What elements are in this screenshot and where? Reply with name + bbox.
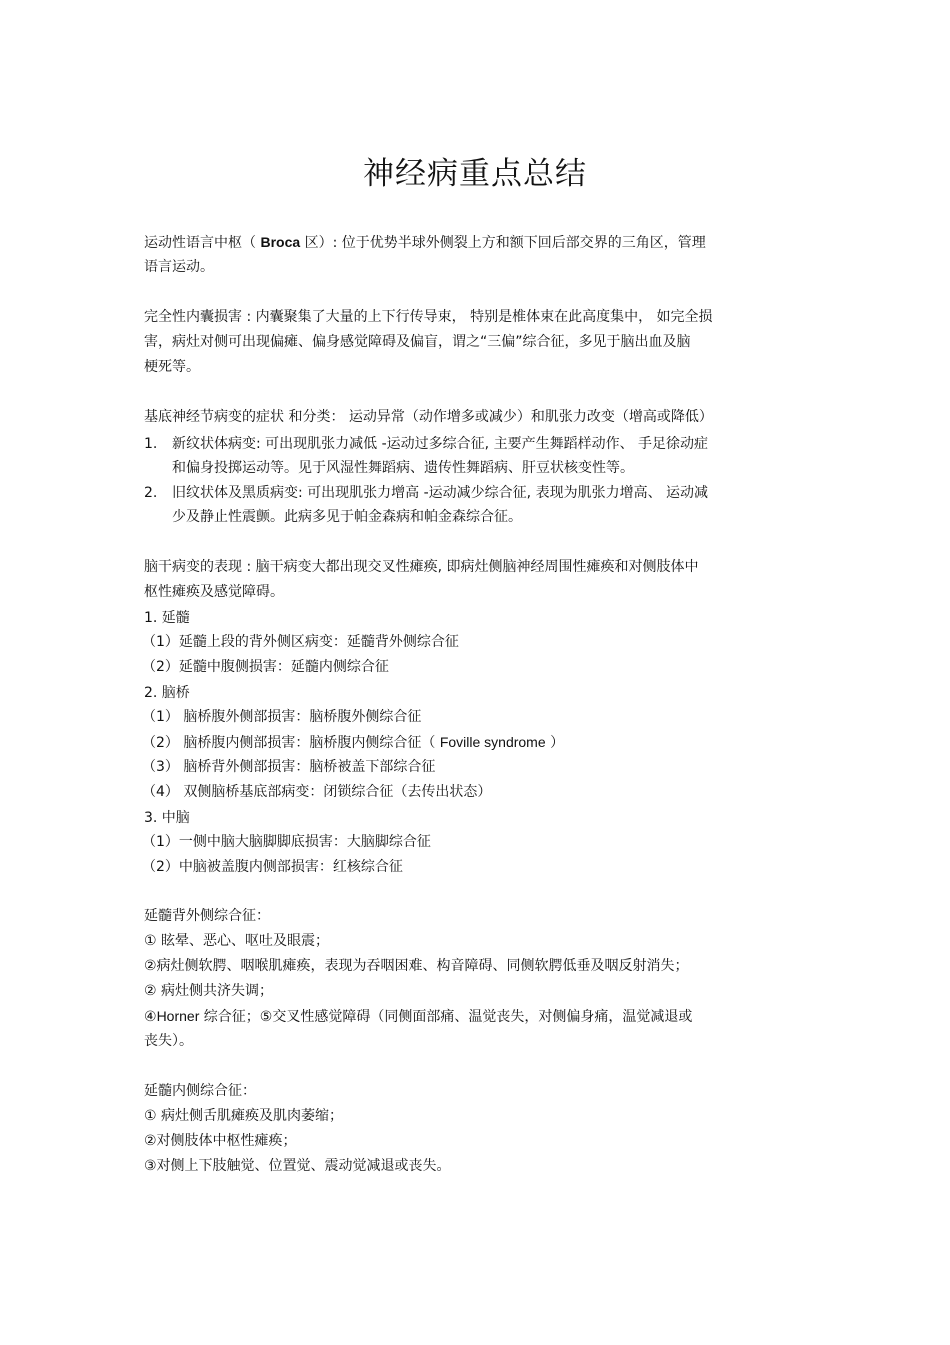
- horner-term: Horner: [156, 1008, 200, 1024]
- broca-line-1: [144, 232, 706, 253]
- medial-item-1: ① 病灶侧舌肌瘫痪及肌肉萎缩；: [144, 1108, 344, 1124]
- medulla-heading: 1. 延髓: [144, 610, 190, 626]
- medulla-item-2: （2）延髓中腹侧损害：延髓内侧综合征: [142, 659, 389, 675]
- lateral-item-1: ① 眩晕、恶心、呕吐及眼震；: [144, 933, 330, 949]
- page-title: 神经病重点总结: [363, 156, 587, 192]
- list-number: 1.: [144, 436, 158, 452]
- midbrain-item-2: （2）中脑被盖腹内侧部损害：红核综合征: [142, 859, 403, 875]
- medulla-item-1: （1）延髓上段的背外侧区病变：延髓背外侧综合征: [142, 634, 459, 650]
- pons-heading: 2. 脑桥: [144, 685, 190, 701]
- basal-item-1-line-2: 和偏身投掷运动等。见于风湿性舞蹈病、遗传性舞蹈病、肝豆状核变性等。: [172, 460, 634, 476]
- medial-item-2: ②对侧肢体中枢性瘫痪；: [144, 1133, 297, 1149]
- text: 区）: 位于优势半球外侧裂上方和额下回后部交界的三角区，管理: [300, 235, 706, 251]
- text: ）: [545, 735, 565, 751]
- basal-heading: 基底神经节病变的症状 和分类： 运动异常（动作增多或减少）和肌张力改变（增高或降低）: [144, 409, 713, 425]
- capsule-line-3: 梗死等。: [144, 359, 200, 375]
- broca-term: Broca: [260, 234, 301, 250]
- lateral-item-4-cont: 丧失）。: [144, 1033, 193, 1049]
- lateral-item-3: ② 病灶侧共济失调；: [144, 983, 274, 999]
- basal-item-2-line-1: 旧纹状体及黑质病变: 可出现肌张力增高 -运动减少综合征, 表现为肌张力增高、 运动减: [172, 485, 709, 501]
- text: ④: [144, 1009, 157, 1025]
- foville-term: Foville syndrome: [439, 734, 546, 750]
- basal-item-2-line-2: 少及静止性震颤。此病多见于帕金森病和帕金森综合征。: [172, 509, 522, 525]
- pons-item-3: （3） 脑桥背外侧部损害：脑桥被盖下部综合征: [142, 759, 436, 775]
- brainstem-line-2: 枢性瘫痪及感觉障碍。: [144, 584, 284, 600]
- medial-heading: 延髓内侧综合征：: [144, 1083, 256, 1099]
- pons-item-2: [142, 732, 564, 753]
- text: 综合征；⑤交叉性感觉障碍（同侧面部痛、温觉丧失，对侧偏身痛，温觉减退或: [199, 1009, 693, 1025]
- lateral-heading: 延髓背外侧综合征：: [144, 908, 270, 924]
- capsule-line-1: 完全性内囊损害 : 内囊聚集了大量的上下行传导束， 特别是椎体束在此高度集中， 如完全损: [144, 309, 713, 325]
- list-number: 2.: [144, 485, 158, 501]
- midbrain-item-1: （1）一侧中脑大脑脚脚底损害：大脑脚综合征: [142, 834, 431, 850]
- lateral-item-4: [144, 1006, 692, 1027]
- midbrain-heading: 3. 中脑: [144, 810, 190, 826]
- lateral-item-2: ②病灶侧软腭、咽喉肌瘫痪，表现为吞咽困难、构音障碍、同侧软腭低垂及咽反射消失；: [144, 958, 689, 974]
- medial-item-3: ③对侧上下肢触觉、位置觉、震动觉减退或丧失。: [144, 1158, 451, 1174]
- broca-line-2: 语言运动。: [144, 259, 214, 275]
- capsule-line-2: 害，病灶对侧可出现偏瘫、偏身感觉障碍及偏盲，谓之“三偏”综合征，多见于脑出血及脑: [144, 334, 691, 350]
- text: 运动性语言中枢（: [144, 235, 261, 251]
- pons-item-1: （1） 脑桥腹外侧部损害：脑桥腹外侧综合征: [142, 709, 422, 725]
- pons-item-4: （4） 双侧脑桥基底部病变：闭锁综合征（去传出状态）: [142, 784, 492, 800]
- text: （2） 脑桥腹内侧部损害：脑桥腹内侧综合征（: [142, 735, 440, 751]
- brainstem-line-1: 脑干病变的表现 : 脑干病变大都出现交叉性瘫痪, 即病灶侧脑神经周围性瘫痪和对侧肢体中: [144, 559, 699, 575]
- basal-item-1-line-1: 新纹状体病变: 可出现肌张力减低 -运动过多综合征, 主要产生舞蹈样动作、 手足徐动症: [172, 436, 709, 452]
